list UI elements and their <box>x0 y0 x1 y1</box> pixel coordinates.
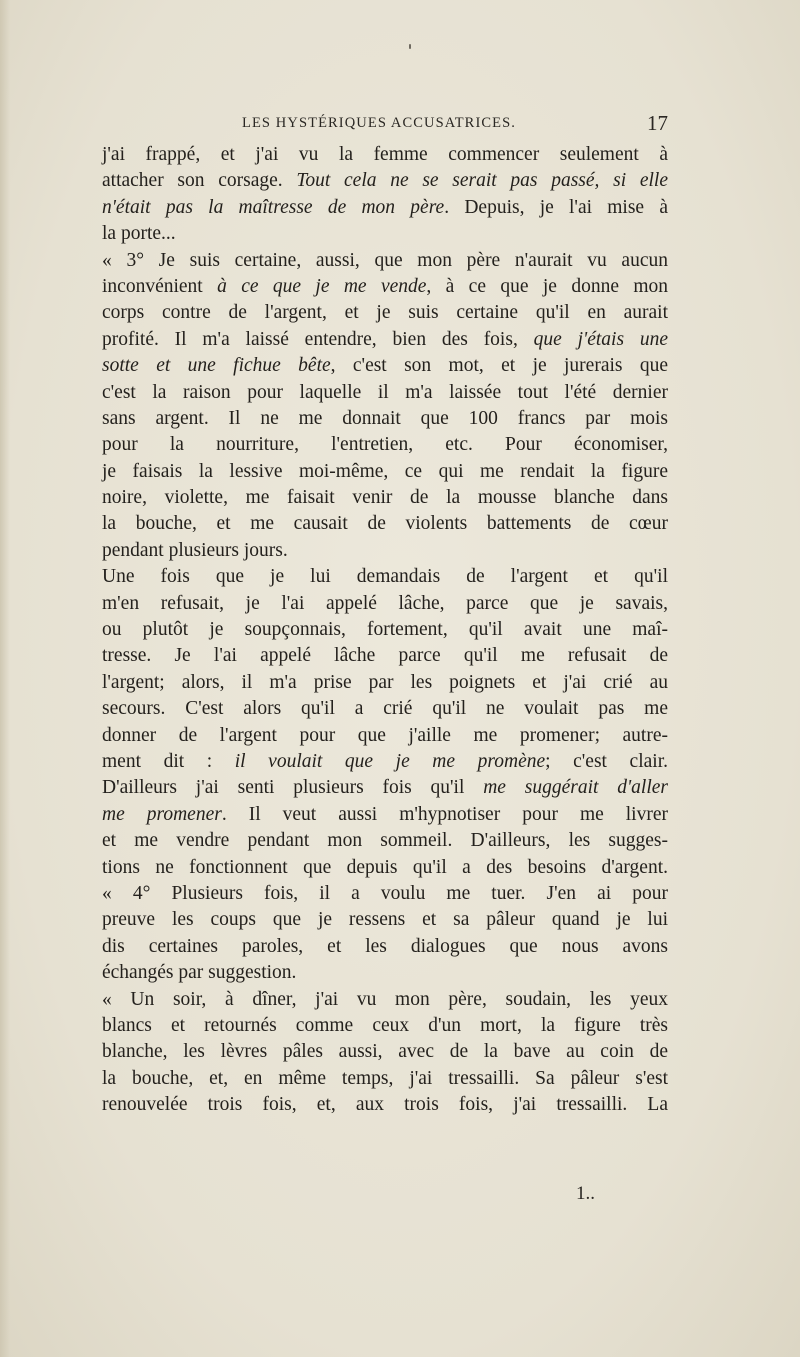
text-segment: tresse. Je l'ai appelé lâche parce qu'il me refusait de <box>102 645 668 667</box>
italic-text-segment: Tout cela ne se serait pas passé, si elle <box>296 170 668 192</box>
running-title: LES HYSTÉRIQUES ACCUSATRICES. <box>242 115 517 131</box>
text-segment: « Un soir, à dîner, j'ai vu mon père, soudain, les yeux <box>102 988 668 1010</box>
text-segment: , c'est son mot, et je jurerais que <box>330 355 668 377</box>
text-segment: et me vendre pendant mon sommeil. D'ailleurs, les sugges- <box>102 830 668 852</box>
text-line <box>102 987 668 1013</box>
text-line <box>102 564 668 590</box>
text-segment: pour la nourriture, l'entretien, etc. Pour économiser, <box>102 434 668 456</box>
text-line <box>102 670 668 696</box>
text-segment: Une fois que je lui demandais de l'argent et qu'il <box>102 566 668 588</box>
text-line <box>102 168 668 194</box>
text-line <box>102 749 668 775</box>
page-gutter-shadow <box>0 0 10 1357</box>
text-segment: ment dit : <box>102 750 235 772</box>
text-segment: « 4° Plusieurs fois, il a voulu me tuer. J'en ai pour <box>102 882 668 904</box>
text-segment: preuve les coups que je ressens et sa pâleur quand je lui <box>102 909 668 931</box>
text-segment: noire, violette, me faisait venir de la mousse blanche dans <box>102 487 668 509</box>
text-line <box>102 802 668 828</box>
text-segment: échangés par suggestion. <box>102 962 297 984</box>
text-line <box>102 1013 668 1039</box>
text-segment: donner de l'argent pour que j'aille me promener; autre- <box>102 724 668 746</box>
text-segment: « 3° Je suis certaine, aussi, que mon père n'aurait vu aucun <box>102 249 668 271</box>
text-line <box>102 248 668 274</box>
text-segment: c'est la raison pour laquelle il m'a laissée tout l'été dernier <box>102 381 668 403</box>
italic-text-segment: sotte et une fichue bête <box>102 355 331 377</box>
text-segment: renouvelée trois fois, et, aux trois fois, j'ai tressailli. La <box>102 1094 668 1116</box>
text-line <box>102 432 668 458</box>
text-line <box>102 617 668 643</box>
running-head <box>100 111 668 139</box>
italic-text-segment: il voulait que je me promène <box>234 750 546 772</box>
text-segment: D'ailleurs j'ai senti plusieurs fois qu'il <box>102 777 484 799</box>
italic-text-segment: n'était pas la maîtresse de mon père <box>102 196 445 218</box>
text-line <box>102 934 668 960</box>
text-segment: ou plutôt je soupçonnais, fortement, qu'il avait une maî- <box>102 619 668 641</box>
text-line <box>102 828 668 854</box>
text-segment: la bouche, et, en même temps, j'ai tressailli. Sa pâleur s'est <box>102 1067 668 1089</box>
italic-text-segment: me suggérait d'aller <box>483 777 668 799</box>
text-line <box>102 907 668 933</box>
text-line <box>102 643 668 669</box>
text-segment: ; c'est clair. <box>545 750 668 772</box>
italic-text-segment: que j'étais une <box>533 328 668 350</box>
text-segment: la bouche, et me causait de violents battements de cœur <box>102 513 668 535</box>
text-segment: dis certaines paroles, et les dialogues que nous avons <box>102 935 668 957</box>
italic-text-segment: me promener <box>102 803 222 825</box>
text-segment: la porte... <box>102 223 176 245</box>
text-line <box>102 459 668 485</box>
text-line <box>102 1066 668 1092</box>
text-segment: pendant plusieurs jours. <box>102 539 288 561</box>
text-segment: blanche, les lèvres pâles aussi, avec de la bave au coin de <box>102 1041 668 1063</box>
text-line <box>102 881 668 907</box>
text-line <box>102 380 668 406</box>
text-line <box>102 855 668 881</box>
text-segment: tions ne fonctionnent que depuis qu'il a des besoins d'argent. <box>102 856 668 878</box>
text-line <box>102 195 668 221</box>
text-line <box>102 485 668 511</box>
text-segment: corps contre de l'argent, et je suis certaine qu'il en aurait <box>102 302 668 324</box>
text-segment: je faisais la lessive moi-même, ce qui me rendait la figure <box>102 460 668 482</box>
text-segment: l'argent; alors, il m'a prise par les poignets et j'ai crié au <box>102 671 668 693</box>
text-line <box>102 327 668 353</box>
text-line <box>102 511 668 537</box>
italic-text-segment: à ce que je me vende <box>217 275 427 297</box>
text-segment: j'ai frappé, et j'ai vu la femme commencer seulement à <box>102 144 668 165</box>
text-line <box>102 221 668 247</box>
text-line <box>102 142 668 168</box>
text-segment: inconvénient <box>102 275 218 297</box>
text-line <box>102 775 668 801</box>
text-line <box>102 406 668 432</box>
text-line <box>102 300 668 326</box>
text-line <box>102 274 668 300</box>
text-line <box>102 591 668 617</box>
text-line <box>102 353 668 379</box>
body-text <box>102 142 668 1118</box>
text-segment: attacher son corsage. <box>102 170 297 192</box>
text-line <box>102 1039 668 1065</box>
text-segment: profité. Il m'a laissé entendre, bien des fois, <box>102 328 534 350</box>
text-segment: . Depuis, je l'ai mise à <box>444 196 668 218</box>
text-segment: m'en refusait, je l'ai appelé lâche, parce que je savais, <box>102 592 668 614</box>
text-segment: secours. C'est alors qu'il a crié qu'il ne voulait pas me <box>102 698 668 720</box>
text-segment: , à ce que je donne mon <box>426 275 669 297</box>
text-segment: blancs et retournés comme ceux d'un mort, la figure très <box>102 1014 668 1036</box>
text-line <box>102 1092 668 1118</box>
text-line <box>102 696 668 722</box>
signature-mark: 1.. <box>576 1183 595 1204</box>
text-line <box>102 960 668 986</box>
text-line <box>102 538 668 564</box>
text-segment: . Il veut aussi m'hypnotiser pour me livrer <box>221 803 668 825</box>
page-number: 17 <box>647 111 668 135</box>
text-segment: sans argent. Il ne me donnait que 100 francs par mois <box>102 407 668 429</box>
print-speck <box>409 44 411 49</box>
text-line <box>102 723 668 749</box>
